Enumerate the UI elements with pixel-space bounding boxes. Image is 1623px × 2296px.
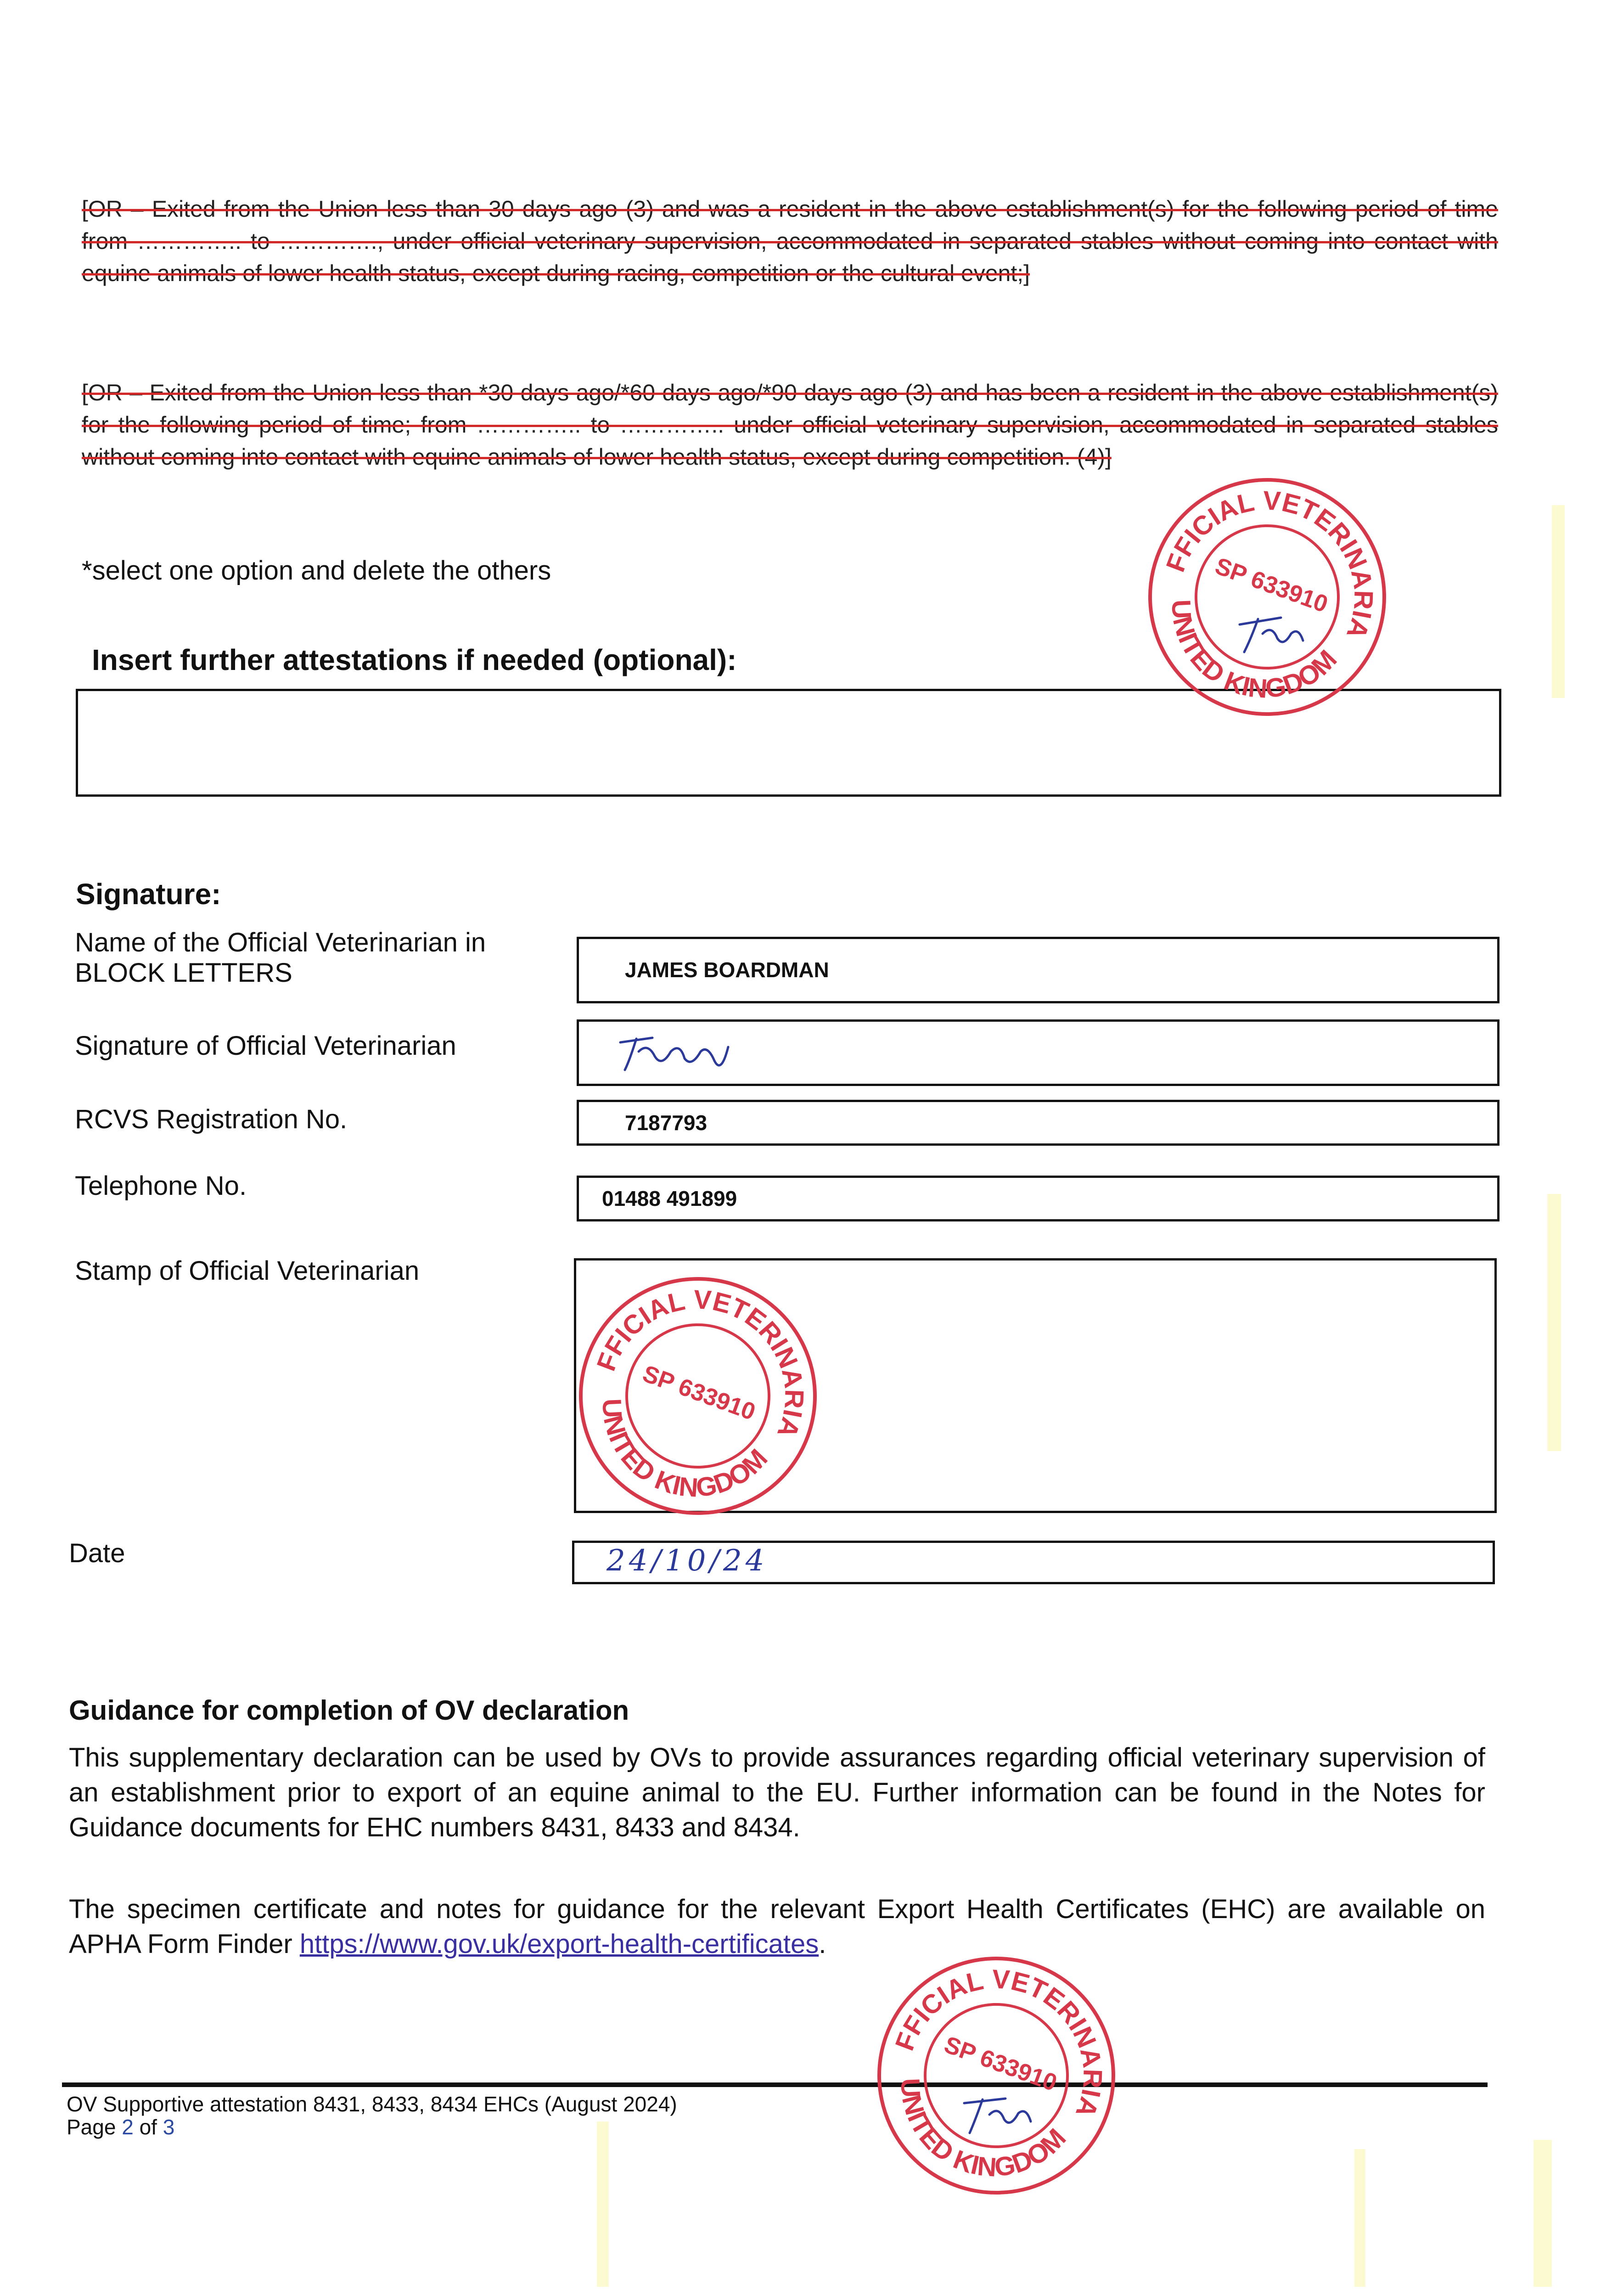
footer-title: OV Supportive attestation 8431, 8433, 8434 EHCs (August 2024) — [67, 2092, 677, 2116]
stamp-bottom-text: UNITED KINGDOM — [1166, 599, 1343, 704]
stamp-label: Stamp of Official Veterinarian — [75, 1256, 420, 1286]
date-field[interactable] — [572, 1541, 1495, 1584]
name-value: JAMES BOARDMAN — [625, 958, 829, 982]
struck-paragraph-1: [OR – Exited from the Union less than 30 days ago (3) and was a resident in the above establishment(s) for the following period of time from ………….. to …………., under official veterinary supervision, accommodated in separated stables without coming into contact with equine animals of lower health status, except during racing, competition or the cultural event;] — [82, 196, 1498, 286]
guidance-paragraph-2-text: The specimen certificate and notes for guidance for the relevant Export Health Certificates (EHC) are available on APHA Form Finder — [69, 1894, 1485, 1959]
guidance-paragraph-2 — [69, 1892, 1485, 1962]
stamp-top-text: OFFICIAL VETERINARIAN — [591, 1284, 809, 1442]
scan-artifact — [1533, 2140, 1552, 2287]
guidance-paragraph-2-end: . — [819, 1929, 826, 1959]
further-attestations-heading: Insert further attestations if needed (optional): — [92, 643, 737, 676]
signature-label: Signature of Official Veterinarian — [75, 1031, 456, 1061]
scan-artifact — [1547, 1194, 1561, 1451]
guidance-paragraph-1: This supplementary declaration can be used by OVs to provide assurances regarding official veterinary supervision of an establishment prior to export of an equine animal to the EU. Further information can be found in the Notes for Guidance documents for EHC numbers 8431, 8433 and 8434. — [69, 1743, 1485, 1842]
official-veterinarian-stamp — [1143, 473, 1391, 721]
stamp-number: SP 633910 — [639, 1360, 759, 1426]
name-field[interactable] — [577, 937, 1499, 1003]
rcvs-value: 7187793 — [625, 1111, 708, 1135]
scan-artifact — [1552, 505, 1565, 698]
footer-page-total: 3 — [163, 2115, 175, 2139]
official-veterinarian-stamp — [574, 1272, 822, 1520]
guidance-heading: Guidance for completion of OV declaration — [69, 1695, 629, 1726]
stamp-top-text: OFFICIAL VETERINARIAN — [889, 1964, 1108, 2122]
scan-artifact — [597, 2122, 609, 2287]
telephone-value: 01488 491899 — [602, 1187, 737, 1210]
struck-paragraph-2: [OR – Exited from the Union less than *30 days ago/*60 days ago/*90 days ago (3) and has been a resident in the above establishment(s) for the following period of time; from ………….. to ………….. under official veterinary supervision, accommodated in separated stables without coming into contact with equine animals of lower health status, except during competition. (4)] — [82, 380, 1498, 470]
footer-page-of: of — [139, 2115, 157, 2139]
stamp-number: SP 633910 — [1211, 552, 1331, 618]
name-label: Name of the Official Veterinarian in BLOCK LETTERS — [75, 928, 486, 988]
handwritten-signature — [611, 1024, 749, 1079]
select-note: *select one option and delete the others — [82, 556, 551, 585]
scan-artifact — [1354, 2149, 1365, 2287]
footer-page — [67, 2115, 174, 2139]
stamp-number: SP 633910 — [940, 2031, 1061, 2097]
signature-field[interactable] — [577, 1019, 1499, 1086]
export-health-certificates-link[interactable]: https://www.gov.uk/export-health-certificates — [299, 1929, 819, 1959]
date-label: Date — [69, 1538, 125, 1568]
stamp-bottom-text: UNITED KINGDOM — [596, 1398, 774, 1503]
telephone-label: Telephone No. — [75, 1171, 247, 1201]
signature-heading: Signature: — [76, 878, 221, 911]
date-value: 24/10/24 — [607, 1544, 768, 1578]
official-veterinarian-stamp — [872, 1952, 1120, 2200]
rcvs-field[interactable] — [577, 1100, 1499, 1146]
footer-page-prefix: Page — [67, 2115, 116, 2139]
footer-page-current: 2 — [122, 2115, 134, 2139]
stamp-bottom-text: UNITED KINGDOM — [895, 2077, 1072, 2183]
stamp-top-text: OFFICIAL VETERINARIAN — [1160, 485, 1379, 643]
rcvs-label: RCVS Registration No. — [75, 1104, 348, 1134]
footer-rule — [62, 2082, 1488, 2087]
telephone-field[interactable] — [577, 1176, 1499, 1221]
